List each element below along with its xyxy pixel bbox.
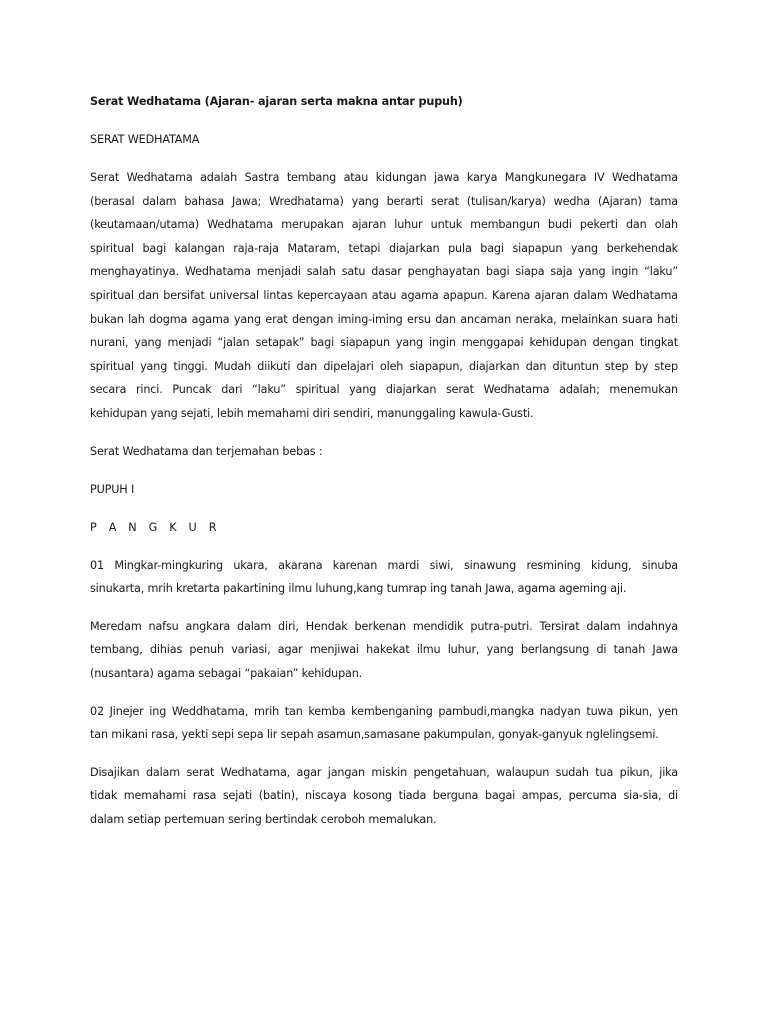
paragraph-line: dalam setiap pertemuan sering bertindak ceroboh memalukan. xyxy=(90,812,437,826)
pangkur-heading: P A N G K U R xyxy=(90,520,221,534)
paragraph-line: kehidupan yang sejati, lebih memahami diri sendiri, manunggaling kawula-Gusti. xyxy=(90,406,534,420)
paragraph-line: Serat Wedhatama adalah Sastra tembang atau kidungan jawa karya Mangkunegara IV Wedhatama xyxy=(90,171,678,184)
verse-line: 02 Jinejer ing Weddhatama, mrih tan kemba kembenganing pambudi,mangka nadyan tuwa pikun, yen xyxy=(90,704,678,718)
verse-line: sinukarta, mrih kretarta pakartining ilmu luhung,kang tumrap ing tanah Jawa, agama ageming aji. xyxy=(90,582,627,596)
translation-02 xyxy=(90,761,678,832)
paragraph-line: tidak memahami rasa sejati (batin), niscaya kosong tiada berguna bagai ampas, percuma sia-sia, di xyxy=(90,789,678,803)
paragraph-line: Disajikan dalam serat Wedhatama, agar jangan miskin pengetahuan, walaupun sudah tua pikun, jika xyxy=(90,765,678,779)
paragraph-line: (keutamaan/utama) Wedhatama merupakan ajaran luhur untuk membangun budi pekerti dan olah xyxy=(90,218,678,232)
verse-02 xyxy=(90,700,678,747)
section-heading: SERAT WEDHATAMA xyxy=(90,133,200,146)
translation-01 xyxy=(90,615,678,686)
paragraph-line: (berasal dalam bahasa Jawa; Wredhatama) yang berarti serat (tulisan/karya) wedha (Ajaran) tama xyxy=(90,194,678,208)
paragraph-line: Meredam nafsu angkara dalam diri, Hendak berkenan mendidik putra-putri. Tersirat dalam indahnya xyxy=(90,619,678,633)
paragraph-line: (nusantara) agama sebagai “pakaian” kehidupan. xyxy=(90,666,363,680)
paragraph-line: nurani, yang menjadi “jalan setapak” bagi siapapun yang ingin menggapai kehidupan dengan tingkat xyxy=(90,336,678,350)
paragraph-line: spiritual bagi kalangan raja-raja Mataram, tetapi diajarkan pula bagi siapapun yang berkehendak xyxy=(90,241,678,255)
verse-01 xyxy=(90,554,678,601)
document-title: Serat Wedhatama (Ajaran- ajaran serta makna antar pupuh) xyxy=(90,95,463,108)
paragraph-line: menghayatinya. Wedhatama menjadi salah satu dasar penghayatan bagi siapa saja yang ingin “laku” xyxy=(90,265,678,279)
paragraph-line: secara rinci. Puncak dari “laku” spiritual yang diajarkan serat Wedhatama adalah; menemukan xyxy=(90,383,678,397)
verse-line: tan mikani rasa, yekti sepi sepa lir sepah asamun,samasane pakumpulan, gonyak-ganyuk nglelingsemi. xyxy=(90,728,659,742)
document-body xyxy=(90,90,678,831)
verse-line: 01 Mingkar-mingkuring ukara, akarana karenan mardi siwi, sinawung resmining kidung, sinuba xyxy=(90,558,678,572)
paragraph-line: spiritual yang tinggi. Mudah diikuti dan dipelajari oleh siapapun, diajarkan dan dituntun step by step xyxy=(90,359,678,373)
paragraph-line: bukan lah dogma agama yang erat dengan iming-iming ersu dan ancaman neraka, melainkan suara hati xyxy=(90,312,678,326)
translation-heading: Serat Wedhatama dan terjemahan bebas : xyxy=(90,444,323,458)
intro-paragraph xyxy=(90,166,678,426)
pupuh-heading: PUPUH I xyxy=(90,482,135,496)
paragraph-line: tembang, dihias penuh variasi, agar menjiwai hakekat ilmu luhur, yang berlangsung di tanah Jawa xyxy=(90,643,678,657)
paragraph-line: spiritual dan bersifat universal lintas kepercayaan atau agama apapun. Karena ajaran dalam Wedhatama xyxy=(90,288,678,302)
